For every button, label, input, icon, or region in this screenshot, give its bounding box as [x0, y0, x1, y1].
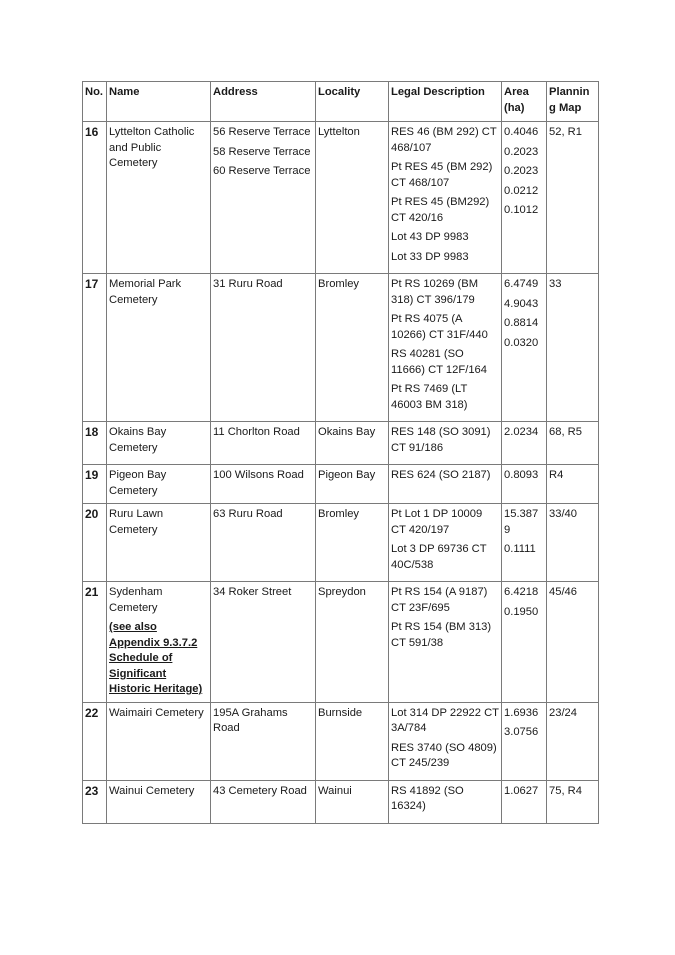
- heritage-appendix-link[interactable]: (see also Appendix 9.3.7.2 Schedule of Significant Historic Heritage): [109, 621, 203, 695]
- table-row: [83, 702, 599, 780]
- header-locality: Locality: [316, 82, 389, 122]
- cell-area: [502, 504, 547, 582]
- cell-name: [107, 465, 211, 504]
- cell-planning-map: 23/24: [547, 702, 599, 780]
- cell-legal-description: [389, 780, 502, 823]
- area-value: 0.1012: [504, 204, 539, 216]
- cell-locality: Bromley: [316, 504, 389, 582]
- cemetery-name: Memorial Park Cemetery: [109, 278, 182, 306]
- address-line: 56 Reserve Terrace: [213, 126, 311, 138]
- legal-description-entry: Pt RES 45 (BM 292) CT 468/107: [391, 161, 493, 189]
- cemetery-name: Lyttelton Catholic and Public Cemetery: [109, 126, 195, 169]
- cell-locality: Lyttelton: [316, 122, 389, 274]
- cell-address: [211, 274, 316, 422]
- cell-no: 21: [83, 582, 107, 703]
- legal-description-entry: Pt RES 45 (BM292) CT 420/16: [391, 196, 490, 224]
- legal-description-entry: RES 624 (SO 2187): [391, 469, 491, 481]
- area-value: 6.4749: [504, 278, 539, 290]
- area-value: 0.8814: [504, 317, 539, 329]
- table-row: [83, 465, 599, 504]
- area-value: 0.2023: [504, 145, 539, 158]
- cell-planning-map: 68, R5: [547, 422, 599, 465]
- area-value: 0.4046: [504, 126, 539, 138]
- cell-planning-map: 52, R1: [547, 122, 599, 274]
- legal-description-entry: RES 3740 (SO 4809) CT 245/239: [391, 741, 497, 769]
- cell-address: [211, 780, 316, 823]
- cell-no: 19: [83, 465, 107, 504]
- cell-planning-map: 33/40: [547, 504, 599, 582]
- cell-no: 20: [83, 504, 107, 582]
- cell-legal-description: [389, 122, 502, 274]
- area-value: 2.0234: [504, 426, 539, 438]
- address-line: 100 Wilsons Road: [213, 469, 304, 481]
- header-legal-description: Legal Description: [389, 82, 502, 122]
- address-line: 63 Ruru Road: [213, 508, 283, 520]
- cell-no: 16: [83, 122, 107, 274]
- legal-description-entry: Pt Lot 1 DP 10009 CT 420/197: [391, 508, 483, 536]
- cemetery-name: Okains Bay Cemetery: [109, 426, 167, 454]
- cell-no: 17: [83, 274, 107, 422]
- legal-description-entry: RES 148 (SO 3091) CT 91/186: [391, 426, 491, 454]
- cell-legal-description: [389, 504, 502, 582]
- cell-no: 22: [83, 702, 107, 780]
- area-value: 0.2023: [504, 165, 539, 177]
- cell-area: [502, 465, 547, 504]
- cell-address: [211, 702, 316, 780]
- cell-locality: Okains Bay: [316, 422, 389, 465]
- area-value: 0.0320: [504, 336, 539, 349]
- table-row: [83, 582, 599, 703]
- legal-description-entry: Pt RS 154 (A 9187) CT 23F/695: [391, 586, 488, 614]
- table-row: [83, 274, 599, 422]
- cell-area: [502, 780, 547, 823]
- cell-area: [502, 274, 547, 422]
- legal-description-entry: Pt RS 4075 (A 10266) CT 31F/440: [391, 313, 488, 341]
- cell-address: [211, 504, 316, 582]
- cell-area: [502, 122, 547, 274]
- cemetery-name: Pigeon Bay Cemetery: [109, 469, 167, 497]
- cell-name: [107, 582, 211, 703]
- address-line: 58 Reserve Terrace: [213, 145, 311, 158]
- header-area: Area (ha): [502, 82, 547, 122]
- cell-locality: Wainui: [316, 780, 389, 823]
- address-line: 11 Chorlton Road: [213, 426, 300, 438]
- legal-description-entry: Lot 43 DP 9983: [391, 231, 469, 243]
- area-value: 4.9043: [504, 297, 539, 310]
- area-value: 3.0756: [504, 726, 539, 738]
- cell-no: 23: [83, 780, 107, 823]
- cell-name: [107, 274, 211, 422]
- cell-planning-map: 33: [547, 274, 599, 422]
- cell-planning-map: 75, R4: [547, 780, 599, 823]
- legal-description-entry: Lot 3 DP 69736 CT 40C/538: [391, 543, 487, 571]
- legal-description-entry: RS 41892 (SO 16324): [391, 784, 464, 812]
- cemetery-name: Waimairi Cemetery: [109, 706, 204, 719]
- cell-legal-description: [389, 582, 502, 703]
- header-planning-map: Planning Map: [547, 82, 599, 122]
- cell-legal-description: [389, 702, 502, 780]
- cell-legal-description: [389, 465, 502, 504]
- area-value: 0.0212: [504, 184, 539, 197]
- cell-name: [107, 422, 211, 465]
- cell-locality: Burnside: [316, 702, 389, 780]
- cemetery-schedule-table: [82, 81, 599, 824]
- cell-area: [502, 422, 547, 465]
- header-row: [83, 82, 599, 122]
- cemetery-name: Ruru Lawn Cemetery: [109, 508, 164, 536]
- address-line: 43 Cemetery Road: [213, 784, 307, 797]
- legal-description-entry: Lot 314 DP 22922 CT 3A/784: [391, 706, 499, 734]
- address-line: 195A Grahams Road: [213, 706, 288, 734]
- legal-description-entry: Pt RS 154 (BM 313) CT 591/38: [391, 621, 492, 649]
- cell-no: 18: [83, 422, 107, 465]
- cell-planning-map: R4: [547, 465, 599, 504]
- cell-area: [502, 582, 547, 703]
- area-value: 0.1950: [504, 605, 539, 618]
- cell-address: [211, 122, 316, 274]
- address-line: 31 Ruru Road: [213, 278, 283, 290]
- address-line: 34 Roker Street: [213, 586, 292, 598]
- header-name: Name: [107, 82, 211, 122]
- area-value: 1.0627: [504, 784, 539, 797]
- legal-description-entry: Pt RS 7469 (LT 46003 BM 318): [391, 383, 468, 411]
- cell-locality: Bromley: [316, 274, 389, 422]
- legal-description-entry: Pt RS 10269 (BM 318) CT 396/179: [391, 278, 479, 306]
- address-line: 60 Reserve Terrace: [213, 165, 311, 177]
- header-no: No.: [83, 82, 107, 122]
- area-value: 0.1111: [504, 543, 536, 555]
- header-address: Address: [211, 82, 316, 122]
- table-row: [83, 504, 599, 582]
- table-row: [83, 422, 599, 465]
- cell-name: [107, 122, 211, 274]
- cell-address: [211, 582, 316, 703]
- cell-address: [211, 422, 316, 465]
- cell-name: [107, 780, 211, 823]
- area-value: 6.4218: [504, 586, 539, 598]
- legal-description-entry: RES 46 (BM 292) CT 468/107: [391, 126, 497, 154]
- area-value: 15.3879: [504, 508, 539, 536]
- cemetery-name: Sydenham Cemetery: [109, 586, 163, 614]
- cell-planning-map: 45/46: [547, 582, 599, 703]
- cell-address: [211, 465, 316, 504]
- cemetery-name: Wainui Cemetery: [109, 784, 195, 797]
- cell-locality: Spreydon: [316, 582, 389, 703]
- cell-legal-description: [389, 274, 502, 422]
- table-row: [83, 780, 599, 823]
- cell-area: [502, 702, 547, 780]
- cell-legal-description: [389, 422, 502, 465]
- legal-description-entry: Lot 33 DP 9983: [391, 250, 469, 263]
- table-row: [83, 122, 599, 274]
- cell-name: [107, 504, 211, 582]
- cell-locality: Pigeon Bay: [316, 465, 389, 504]
- area-value: 0.8093: [504, 469, 539, 481]
- cell-name: [107, 702, 211, 780]
- legal-description-entry: RS 40281 (SO 11666) CT 12F/164: [391, 348, 487, 376]
- area-value: 1.6936: [504, 706, 539, 719]
